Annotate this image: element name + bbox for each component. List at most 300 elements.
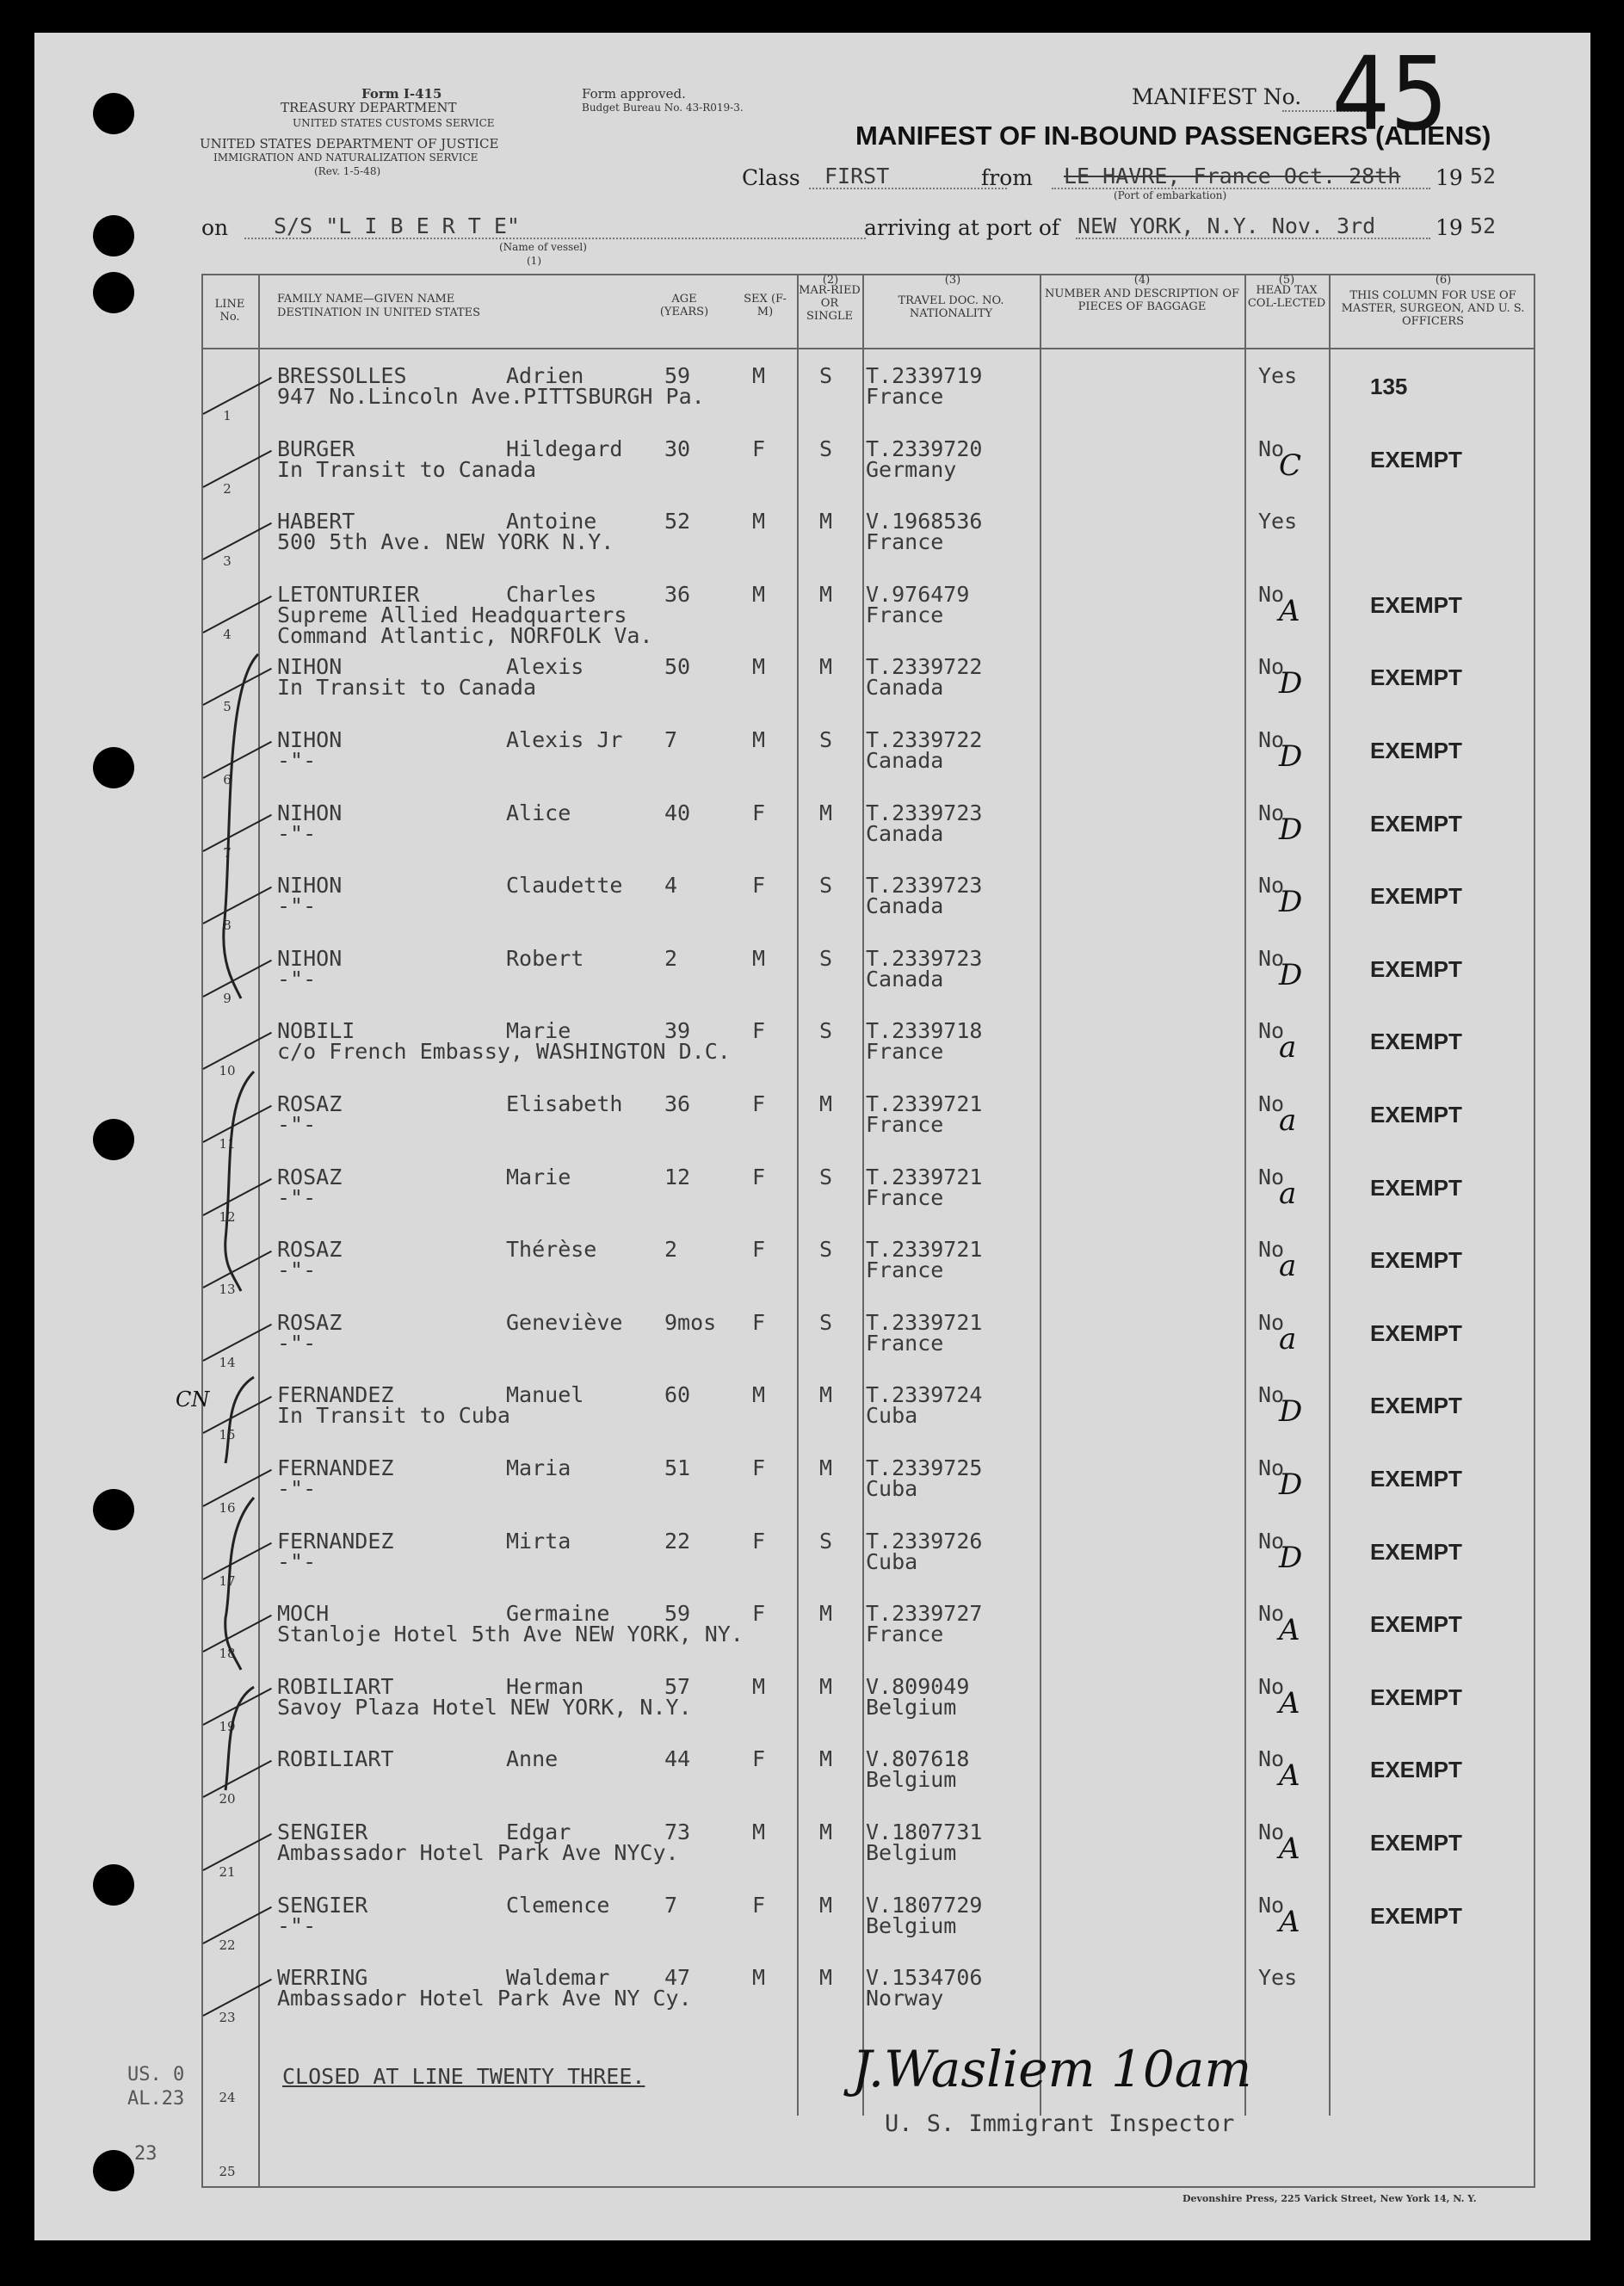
officer-note: EXEMPT [1370, 1902, 1462, 1929]
head-tax: No [1258, 581, 1285, 607]
age: 2 [664, 945, 678, 971]
class-value: FIRST [824, 164, 890, 188]
arriving-year: 52 [1470, 213, 1497, 238]
travel-doc: T.2339723 [866, 945, 983, 971]
nationality: Cuba [866, 1403, 918, 1429]
head-tax: No [1258, 1164, 1285, 1189]
family-brackets [129, 637, 301, 2031]
on-label: on [201, 215, 229, 240]
sex: M [752, 581, 766, 607]
tax-mark: C [1279, 448, 1302, 483]
age: 7 [664, 1892, 678, 1918]
surname: LETONTURIER [277, 581, 420, 607]
given-name: Mirta [506, 1528, 571, 1554]
surname: NOBILI [277, 1018, 355, 1044]
officer-note: EXEMPT [1370, 1757, 1462, 1783]
marital-status: S [819, 363, 833, 388]
head-tax: No [1258, 1309, 1285, 1335]
age: 4 [664, 873, 678, 899]
nationality: France [866, 602, 944, 627]
surname: WERRING [277, 1965, 368, 1991]
officer-note: EXEMPT [1370, 738, 1462, 763]
head-tax: No [1258, 873, 1285, 899]
tax-mark: a [1279, 1030, 1297, 1066]
nationality: Canada [866, 675, 944, 701]
form-number: Form I-415 [361, 86, 442, 102]
head-tax: No [1258, 727, 1285, 752]
destination: -"- [277, 1548, 317, 1574]
sex: F [752, 1018, 766, 1044]
marital-status: S [819, 873, 833, 899]
age: 59 [664, 1601, 691, 1627]
marital-status: M [819, 1746, 833, 1772]
destination: c/o French Embassy, WASHINGTON D.C. [277, 1039, 731, 1065]
marital-status: M [819, 1455, 833, 1480]
tax-mark: A [1279, 1685, 1300, 1721]
nationality: Canada [866, 820, 944, 846]
marital-status: S [819, 945, 833, 971]
officer-note: EXEMPT [1370, 446, 1462, 473]
nationality: France [866, 1039, 944, 1065]
from-year: 52 [1470, 164, 1497, 188]
head-tax: No [1258, 436, 1285, 461]
given-name: Alice [506, 800, 571, 825]
line-number: 6 [223, 772, 232, 788]
arriving-label: arriving at port of [864, 215, 1060, 240]
nationality: Norway [866, 1986, 944, 2011]
head-tax: No [1258, 1528, 1285, 1554]
head-tax: Yes [1258, 363, 1298, 388]
age: 47 [664, 1965, 691, 1991]
vessel-value: S/S "L I B E R T E" [274, 213, 520, 238]
officer-note: EXEMPT [1370, 1393, 1462, 1419]
tax-mark: D [1279, 885, 1303, 920]
col-travel-num: (3) [944, 274, 961, 287]
head-tax: No [1258, 1237, 1285, 1263]
sex: M [752, 945, 766, 971]
col-line-no: LINE No. [214, 298, 245, 324]
from-label: from [981, 165, 1033, 190]
nationality: Belgium [866, 1912, 957, 1938]
vessel-note: (Name of vessel) [499, 241, 587, 253]
given-name: Manuel [506, 1382, 584, 1408]
destination: -"- [277, 748, 317, 773]
head-tax: Yes [1258, 509, 1298, 534]
head-tax: No [1258, 1455, 1285, 1480]
col-baggage-num: (4) [1133, 274, 1151, 287]
surname: ROSAZ [277, 1164, 343, 1189]
line-number: 23 [219, 2010, 236, 2026]
given-name: Hildegard [506, 436, 623, 461]
officer-note: EXEMPT [1370, 810, 1462, 837]
marital-status: M [819, 509, 833, 534]
surname: HABERT [277, 509, 355, 534]
age: 60 [664, 1382, 691, 1408]
given-name: Elisabeth [506, 1091, 623, 1116]
age: 22 [664, 1528, 691, 1554]
destination-line2: Command Atlantic, NORFOLK Va. [277, 622, 653, 648]
age: 52 [664, 509, 691, 534]
line-number: 7 [223, 844, 232, 861]
nationality: France [866, 1622, 944, 1647]
tax-mark: A [1279, 1832, 1300, 1866]
given-name: Alexis [506, 654, 584, 680]
tax-mark: D [1279, 812, 1303, 847]
head-tax: No [1258, 945, 1285, 971]
travel-doc: T.2339727 [866, 1601, 983, 1627]
sex: F [752, 1455, 766, 1480]
from-value: LE HAVRE, France Oct. 28th [1064, 164, 1401, 188]
given-name: Geneviève [506, 1309, 623, 1335]
surname: ROSAZ [277, 1237, 343, 1263]
officer-note: 135 [1370, 374, 1408, 399]
surname: NIHON [277, 727, 343, 752]
line-number: 2 [223, 480, 232, 497]
nationality: France [866, 1184, 944, 1210]
sex: F [752, 1164, 766, 1189]
travel-doc: V.809049 [866, 1673, 970, 1699]
ins-label: IMMIGRATION AND NATURALIZATION SERVICE [213, 151, 479, 164]
given-name: Marie [506, 1018, 571, 1044]
sex: M [752, 363, 766, 388]
surname: ROBILIART [277, 1746, 394, 1772]
col-officers-num: (6) [1435, 274, 1452, 287]
tax-mark: D [1279, 1467, 1303, 1502]
marital-status: M [819, 1892, 833, 1918]
age: 51 [664, 1455, 691, 1480]
officer-note: EXEMPT [1370, 1830, 1462, 1856]
line-number: 18 [219, 1646, 236, 1662]
officer-note: EXEMPT [1370, 591, 1462, 618]
tax-mark: a [1279, 1176, 1297, 1211]
destination: -"- [277, 820, 317, 846]
travel-doc: V.807618 [866, 1746, 970, 1772]
age: 30 [664, 436, 691, 461]
line-number: 14 [219, 1354, 236, 1370]
travel-doc: T.2339725 [866, 1455, 983, 1480]
line-number: 13 [219, 1282, 236, 1298]
port-embark-note: (Port of embarkation) [1114, 189, 1227, 201]
age: 12 [664, 1164, 691, 1189]
sex: F [752, 1892, 766, 1918]
sex: F [752, 436, 766, 461]
arriving-year-prefix: 19 [1436, 215, 1463, 240]
margin-n: 23 [134, 2143, 157, 2165]
officer-note: EXEMPT [1370, 1174, 1462, 1201]
head-tax: No [1258, 1820, 1285, 1844]
line-number: 10 [219, 1063, 236, 1079]
travel-doc: T.2339721 [866, 1237, 983, 1263]
head-tax: Yes [1258, 1965, 1298, 1991]
given-name: Clemence [506, 1892, 610, 1918]
inspector-signature: J.Wasliem 10am [852, 2040, 1252, 2098]
head-tax: No [1258, 1746, 1285, 1772]
age: 9mos [664, 1309, 717, 1335]
officer-note: EXEMPT [1370, 1102, 1462, 1128]
manifest-title: MANIFEST OF IN-BOUND PASSENGERS (ALIENS) [855, 120, 1491, 151]
nationality: Belgium [866, 1767, 957, 1793]
travel-doc: T.2339721 [866, 1309, 983, 1335]
travel-doc: V.976479 [866, 581, 970, 607]
destination: -"- [277, 1912, 317, 1938]
destination: Supreme Allied Headquarters [277, 602, 627, 627]
destination: -"- [277, 1112, 317, 1137]
travel-doc: V.1968536 [866, 509, 983, 534]
officer-note: EXEMPT [1370, 1319, 1462, 1346]
sex: M [752, 1382, 766, 1408]
nationality: Canada [866, 893, 944, 919]
surname: SENGIER [277, 1892, 368, 1918]
surname: NIHON [277, 654, 343, 680]
marital-status: S [819, 1237, 833, 1263]
tax-mark: A [1279, 1904, 1300, 1939]
travel-doc: V.1534706 [866, 1965, 983, 1991]
officer-note: EXEMPT [1370, 955, 1462, 982]
nationality: Canada [866, 966, 944, 992]
tax-mark: D [1279, 1394, 1303, 1430]
inspector-label: U. S. Immigrant Inspector [885, 2110, 1235, 2137]
travel-doc: T.2339722 [866, 654, 983, 680]
officer-note: EXEMPT [1370, 1466, 1462, 1492]
given-name: Thérèse [506, 1237, 597, 1263]
surname: MOCH [277, 1601, 330, 1627]
manifest-number: 45 [1331, 34, 1448, 153]
marital-status: M [819, 1965, 833, 1991]
budget-bureau: Budget Bureau No. 43-R019-3. [582, 102, 744, 114]
age: 57 [664, 1673, 691, 1699]
line-number: 8 [223, 917, 232, 934]
nationality: France [866, 529, 944, 555]
tax-mark: D [1279, 739, 1303, 774]
manifest-label: MANIFEST No. [1132, 84, 1302, 109]
given-name: Maria [506, 1455, 571, 1480]
surname: FERNANDEZ [277, 1528, 394, 1554]
surname: NIHON [277, 873, 343, 899]
given-name: Waldemar [506, 1965, 610, 1991]
tax-mark: A [1279, 1758, 1300, 1794]
destination: Savoy Plaza Hotel NEW YORK, N.Y. [277, 1694, 692, 1720]
marital-status: S [819, 436, 833, 461]
nationality: France [866, 1330, 944, 1356]
col-sex: SEX (F-M) [744, 293, 787, 318]
closing-note: CLOSED AT LINE TWENTY THREE. [282, 2064, 645, 2089]
line-number: 4 [223, 626, 232, 642]
sex: M [752, 727, 766, 752]
destination: Ambassador Hotel Park Ave NYCy. [277, 1840, 679, 1865]
destination: -"- [277, 1257, 317, 1283]
destination: In Transit to Cuba [277, 1403, 510, 1429]
travel-doc: T.2339721 [866, 1164, 983, 1189]
punch-hole [93, 93, 134, 134]
surname: FERNANDEZ [277, 1455, 394, 1480]
head-tax: No [1258, 1892, 1285, 1918]
destination: -"- [277, 1184, 317, 1210]
marital-status: S [819, 1018, 833, 1044]
given-name: Marie [506, 1164, 571, 1189]
line-number: 3 [223, 553, 232, 570]
head-tax: No [1258, 1601, 1285, 1627]
travel-doc: T.2339721 [866, 1091, 983, 1116]
travel-doc: V.1807729 [866, 1892, 983, 1918]
given-name: Alexis Jr [506, 727, 623, 752]
line-number: 11 [219, 1136, 236, 1152]
destination: 947 No.Lincoln Ave.PITTSBURGH Pa. [277, 384, 705, 409]
line-number: 9 [223, 990, 232, 1006]
nationality: France [866, 384, 944, 409]
class-label: Class [742, 165, 800, 190]
head-tax: No [1258, 654, 1285, 680]
nationality: Canada [866, 748, 944, 773]
surname: ROBILIART [277, 1673, 394, 1699]
tax-mark: A [1279, 1613, 1300, 1648]
col-head-tax-num: (5) [1278, 274, 1295, 287]
line-number: 16 [219, 1500, 236, 1516]
marital-status: S [819, 1309, 833, 1335]
marital-status: M [819, 654, 833, 680]
age: 44 [664, 1746, 691, 1772]
col-married-num: (2) [822, 274, 839, 287]
marital-status: S [819, 1528, 833, 1554]
treasury-label: TREASURY DEPARTMENT [281, 100, 457, 115]
printer-imprint: Devonshire Press, 225 Varick Street, New York 14, N. Y. [1182, 2193, 1477, 2204]
given-name: Adrien [506, 363, 584, 388]
sex: M [752, 1673, 766, 1699]
col-name: FAMILY NAME—GIVEN NAME [277, 293, 455, 306]
punch-hole [93, 2150, 134, 2191]
travel-doc: T.2339722 [866, 727, 983, 752]
travel-doc: T.2339723 [866, 873, 983, 899]
marital-status: M [819, 581, 833, 607]
surname: NIHON [277, 945, 343, 971]
from-year-prefix: 19 [1436, 165, 1463, 190]
officer-note: EXEMPT [1370, 1538, 1462, 1565]
nationality: Belgium [866, 1694, 957, 1720]
age: 40 [664, 800, 691, 825]
destination: In Transit to Canada [277, 456, 537, 482]
officer-note: EXEMPT [1370, 664, 1462, 691]
travel-doc: T.2339723 [866, 800, 983, 825]
line-number: 22 [219, 1937, 236, 1953]
age: 36 [664, 1091, 691, 1116]
line-number: 1 [223, 408, 232, 423]
tax-mark: D [1279, 666, 1303, 701]
marital-status: M [819, 1382, 833, 1408]
marital-status: M [819, 1601, 833, 1627]
given-name: Anne [506, 1746, 559, 1772]
surname: NIHON [277, 800, 343, 825]
age: 59 [664, 363, 691, 388]
arriving-value: NEW YORK, N.Y. Nov. 3rd [1078, 213, 1376, 238]
tax-mark: a [1279, 1249, 1297, 1284]
tax-mark: A [1279, 593, 1300, 628]
nationality: Germany [866, 456, 957, 482]
head-tax: No [1258, 1382, 1285, 1408]
marital-status: M [819, 800, 833, 825]
sex: M [752, 654, 766, 680]
marital-status: M [819, 1673, 833, 1699]
form-approved: Form approved. [582, 86, 686, 102]
given-name: Claudette [506, 873, 623, 899]
line-number: 5 [223, 699, 232, 715]
rev-label: (Rev. 1-5-48) [314, 165, 381, 177]
nationality: Cuba [866, 1548, 918, 1574]
punch-hole [93, 1864, 134, 1906]
tax-mark: a [1279, 1321, 1297, 1356]
sex: F [752, 1091, 766, 1116]
destination: Ambassador Hotel Park Ave NY Cy. [277, 1986, 692, 2011]
sex: F [752, 800, 766, 825]
given-name: Germaine [506, 1601, 610, 1627]
officer-note: EXEMPT [1370, 1247, 1462, 1274]
punch-hole [93, 215, 134, 256]
marital-status: M [819, 1091, 833, 1116]
line-number-25: 25 [219, 2164, 236, 2179]
marital-status: S [819, 727, 833, 752]
tax-mark: a [1279, 1103, 1297, 1138]
officer-note: EXEMPT [1370, 1684, 1462, 1710]
destination: In Transit to Canada [277, 675, 537, 701]
col-age: AGE (YEARS) [659, 293, 709, 318]
col-destination: DESTINATION IN UNITED STATES [277, 306, 481, 319]
margin-cn: CN [176, 1387, 210, 1412]
destination: -"- [277, 1330, 317, 1356]
line-number-24: 24 [219, 2090, 236, 2105]
nationality: Belgium [866, 1840, 957, 1865]
age: 39 [664, 1018, 691, 1044]
head-tax: No [1258, 800, 1285, 825]
tax-mark: D [1279, 1540, 1303, 1575]
given-name: Antoine [506, 509, 597, 534]
customs-label: UNITED STATES CUSTOMS SERVICE [293, 117, 495, 129]
surname: FERNANDEZ [277, 1382, 394, 1408]
age: 7 [664, 727, 678, 752]
col-baggage: NUMBER AND DESCRIPTION OF PIECES OF BAGGAGE [1044, 287, 1239, 313]
punch-hole [93, 1489, 134, 1530]
surname: BRESSOLLES [277, 363, 407, 388]
sex: M [752, 1820, 766, 1844]
line-number: 17 [219, 1572, 236, 1589]
age: 36 [664, 581, 691, 607]
line-number: 21 [219, 1864, 236, 1880]
destination: Stanloje Hotel 5th Ave NEW YORK, NY. [277, 1622, 744, 1647]
destination: -"- [277, 1476, 317, 1501]
line-number: 19 [219, 1718, 236, 1734]
travel-doc: T.2339726 [866, 1528, 983, 1554]
destination: -"- [277, 893, 317, 919]
col-officers: THIS COLUMN FOR USE OF MASTER, SURGEON, AND U. S. OFFICERS [1341, 289, 1525, 328]
sex: M [752, 509, 766, 534]
sex: F [752, 1746, 766, 1772]
age: 50 [664, 654, 691, 680]
sex: F [752, 1309, 766, 1335]
surname: ROSAZ [277, 1309, 343, 1335]
marital-status: S [819, 1164, 833, 1189]
line-number: 15 [219, 1427, 236, 1443]
given-name: Edgar [506, 1820, 571, 1844]
age: 2 [664, 1237, 678, 1263]
line-number: 12 [219, 1208, 236, 1225]
given-name: Herman [506, 1673, 584, 1699]
tax-mark: D [1279, 957, 1303, 992]
head-tax: No [1258, 1673, 1285, 1699]
nationality: Cuba [866, 1476, 918, 1501]
sex: F [752, 1528, 766, 1554]
surname: ROSAZ [277, 1091, 343, 1116]
head-tax: No [1258, 1091, 1285, 1116]
travel-doc: T.2339724 [866, 1382, 983, 1408]
sex: F [752, 1237, 766, 1263]
justice-label: UNITED STATES DEPARTMENT OF JUSTICE [200, 136, 499, 151]
